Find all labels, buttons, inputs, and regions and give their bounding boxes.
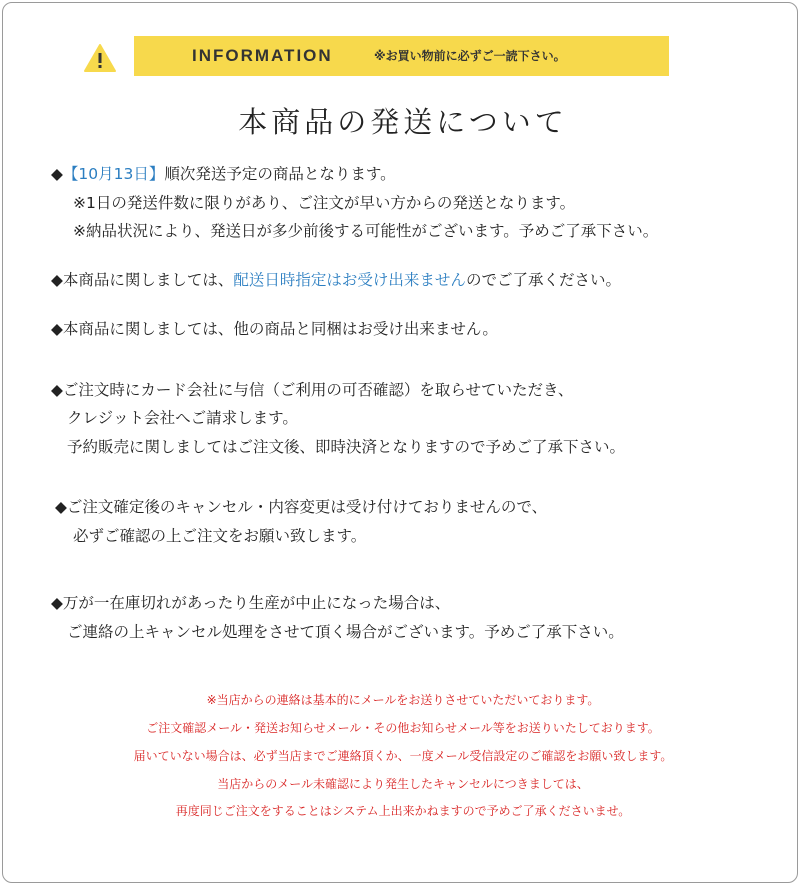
delivery-time-suffix: のでご了承ください。 [465,271,621,289]
bundling-line: ◆本商品に関しましては、他の商品と同梱はお受け出来ません。 [51,320,498,338]
delivery-time-line [51,270,621,290]
email-note-3: 届いていない場合は、必ず当店までご連絡頂くか、一度メール受信設定のご確認をお願い致します。 [133,749,673,763]
email-note-5: 再度同じご注文をすることはシステム上出来かねますので予めご了承くださいませ。 [175,804,631,818]
shipping-note-2: ※納品状況により、発送日が多少前後する可能性がございます。予めご了承下さい。 [73,222,659,240]
information-panel [2,2,798,883]
stock-line-2: ご連絡の上キャンセル処理をさせて頂く場合がございます。予めご了承下さい。 [67,623,624,641]
delivery-time-highlight: 配送日時指定はお受け出来ません [233,271,466,289]
email-note-4: 当店からのメール未確認により発生したキャンセルにつきましては、 [217,777,589,791]
payment-line-2: クレジット会社へご請求します。 [67,409,298,427]
information-banner [134,36,669,76]
cancel-line-1: ◆ご注文確定後のキャンセル・内容変更は受け付けておりませんので、 [55,498,548,516]
stock-line-1: ◆万が一在庫切れがあったり生産が中止になった場合は、 [51,594,451,612]
shipping-date-text: 順次発送予定の商品となります。 [164,165,396,183]
banner-note: ※お買い物前に必ずご一読下さい。 [374,49,566,63]
email-note-2: ご注文確認メール・発送お知らせメール・その他お知らせメール等をお送りいたしております。 [146,721,660,735]
payment-line-3: 予約販売に関しましてはご注文後、即時決済となりますので予めご了承下さい。 [67,438,626,456]
bullet: ◆ [51,165,63,183]
delivery-time-prefix: ◆本商品に関しましては、 [51,271,234,289]
shipping-date-highlight: 【10月13日】 [62,165,165,183]
warning-triangle-icon [83,43,117,73]
email-note-1: ※当店からの連絡は基本的にメールをお送りさせていただいております。 [206,693,600,707]
banner-title: INFORMATION [192,46,333,65]
cancel-line-2: 必ずご確認の上ご注文をお願い致します。 [73,527,367,545]
shipping-date-line [51,164,396,184]
shipping-note-1: ※1日の発送件数に限りがあり、ご注文が早い方からの発送となります。 [73,194,576,212]
payment-line-1: ◆ご注文時にカード会社に与信（ご利用の可否確認）を取らせていただき、 [51,381,574,399]
page-title: 本商品の発送について [238,105,568,139]
